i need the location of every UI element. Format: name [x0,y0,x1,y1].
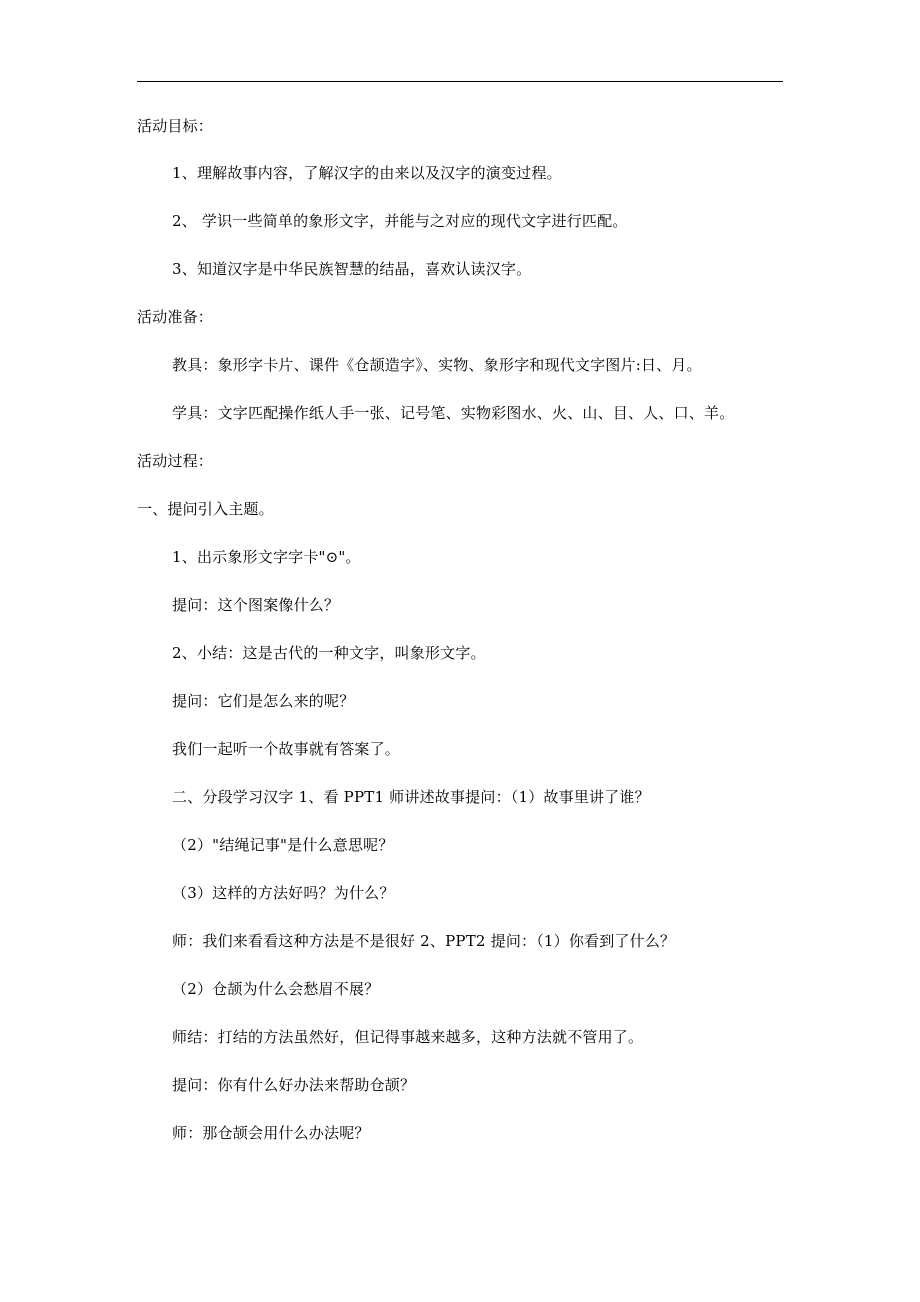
prep-teacher-materials: 教具：象形字卡片、课件《仓颉造字》、实物、象形字和现代文字图片:日、月。 [172,356,702,374]
section-2-title: 二、分段学习汉字 1、看 PPT1 师讲述故事提问：（1）故事里讲了谁？ [172,788,650,806]
process-step-2: 2、小结：这是古代的一种文字，叫象形文字。 [172,644,486,662]
section-1-title: 一、提问引入主题。 [137,500,274,518]
section-2-question-2: （2）"结绳记事"是什么意思呢？ [172,836,394,854]
section-2-question-cangjie: （2）仓颉为什么会愁眉不展？ [172,980,380,998]
heading-activity-goals: 活动目标： [137,117,214,135]
goal-item-1: 1、理解故事内容，了解汉字的由来以及汉字的演变过程。 [172,164,562,182]
section-2-teacher-ppt2: 师：我们来看看这种方法是不是很好 2、PPT2 提问：（1）你看到了什么？ [172,932,676,950]
section-2-question-help: 提问：你有什么好办法来帮助仓颉？ [172,1076,416,1094]
section-2-teacher-closing: 师：那仓颉会用什么办法呢？ [172,1124,370,1142]
process-question-1: 提问：这个图案像什么？ [172,596,340,614]
header-rule [137,81,783,82]
process-step-1: 1、出示象形文字字卡"⊙"。 [172,548,361,566]
process-story-intro: 我们一起听一个故事就有答案了。 [172,740,401,758]
process-question-2: 提问：它们是怎么来的呢？ [172,692,355,710]
section-2-question-3: （3）这样的方法好吗？为什么？ [172,884,395,902]
section-2-teacher-summary: 师结：打结的方法虽然好，但记得事越来越多，这种方法就不管用了。 [172,1028,644,1046]
goal-item-2: 2、 学识一些简单的象形文字，并能与之对应的现代文字进行匹配。 [172,212,628,230]
goal-item-3: 3、知道汉字是中华民族智慧的结晶，喜欢认读汉字。 [172,260,532,278]
heading-activity-process: 活动过程： [137,452,214,470]
prep-student-materials: 学具：文字匹配操作纸人手一张、记号笔、实物彩图水、火、山、目、人、口、羊。 [172,404,735,422]
heading-activity-preparation: 活动准备： [137,308,214,326]
